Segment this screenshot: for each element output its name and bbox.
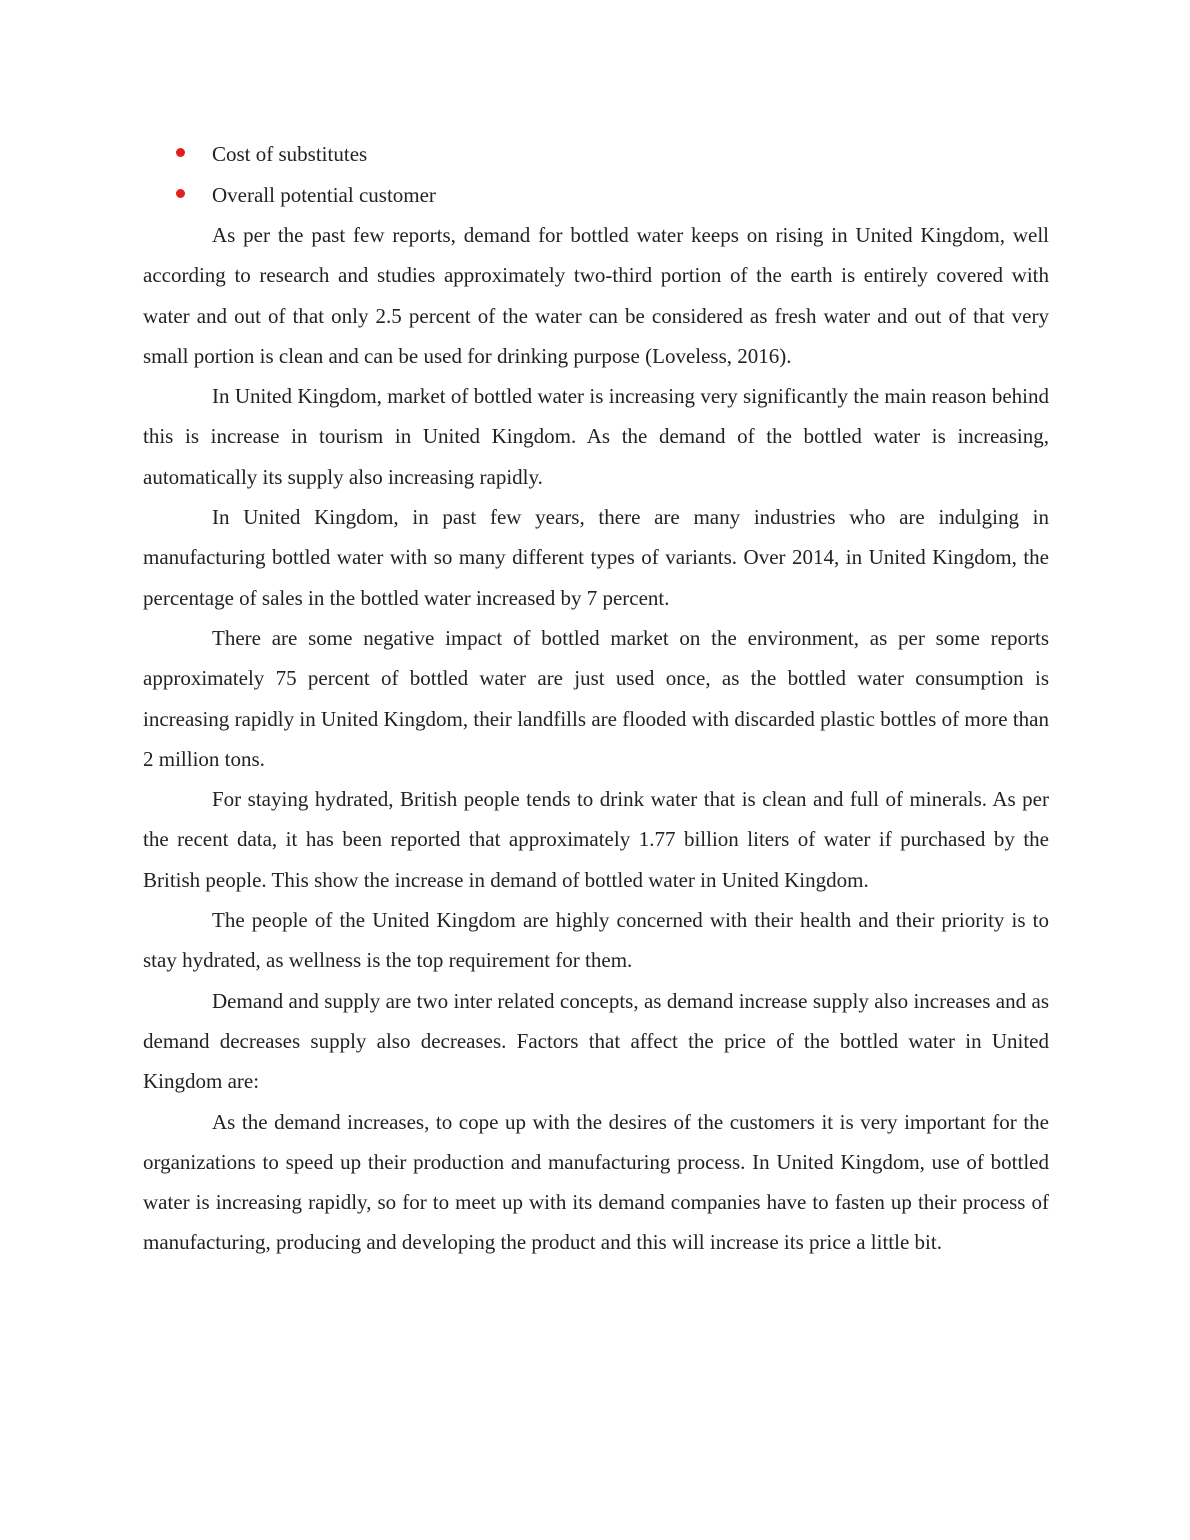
bullet-icon <box>176 189 185 198</box>
list-item <box>143 134 1049 175</box>
paragraph-tourism: In United Kingdom, market of bottled water is increasing very significantly the main reason behind this is increase in tourism in United Kingdom. As the demand of the bottled water is increasing, automatically its supply also increasing rapidly. <box>143 384 1049 489</box>
bullet-text: Cost of substitutes <box>212 142 368 166</box>
bullet-icon <box>176 148 185 157</box>
paragraph-hydration: For staying hydrated, British people tends to drink water that is clean and full of minerals. As per the recent data, it has been reported that approximately 1.77 billion liters of water if purchased by the British people. This show the increase in demand of bottled water in United Kingdom. <box>143 787 1049 892</box>
paragraph-health: The people of the United Kingdom are highly concerned with their health and their priority is to stay hydrated, as wellness is the top requirement for them. <box>143 908 1049 973</box>
paragraph-demand-supply: Demand and supply are two inter related concepts, as demand increase supply also increases and as demand decreases supply also decreases. Factors that affect the price of the bottled water in United Kingdom are: <box>143 988 1049 1094</box>
paragraph-industries: In United Kingdom, in past few years, there are many industries who are indulging in manufacturing bottled water with so many different types of variants. Over 2014, in United Kingdom, the percentage of sales in the bottled water increased by 7 percent. <box>143 505 1049 610</box>
bullet-text: Overall potential customer <box>212 182 436 207</box>
bullet-list <box>143 134 1049 215</box>
paragraph-water-demand: As per the past few reports, demand for bottled water keeps on rising in United Kingdom, well according to research and studies approximately two-third portion of the earth is entirely covered with water and out of that only 2.5 percent of the water can be considered as fresh water and out of that very small portion is clean and can be used for drinking purpose (Loveless, 2016). <box>143 223 1049 368</box>
list-item <box>143 175 1049 216</box>
paragraph-production: As the demand increases, to cope up with the desires of the customers it is very important for the organizations to speed up their production and manufacturing process. In United Kingdom, use of bottled water is increasing rapidly, so for to meet up with its demand companies have to fasten up their process of manufacturing, producing and developing the product and this will increase its price a little bit. <box>143 1109 1049 1255</box>
paragraph-environment: There are some negative impact of bottled market on the environment, as per some reports approximately 75 percent of bottled water are just used once, as the bottled water consumption is increasing rapidly in United Kingdom, their landfills are flooded with discarded plastic bottles of more than 2 million tons. <box>143 625 1049 771</box>
document-page <box>143 134 1049 1263</box>
